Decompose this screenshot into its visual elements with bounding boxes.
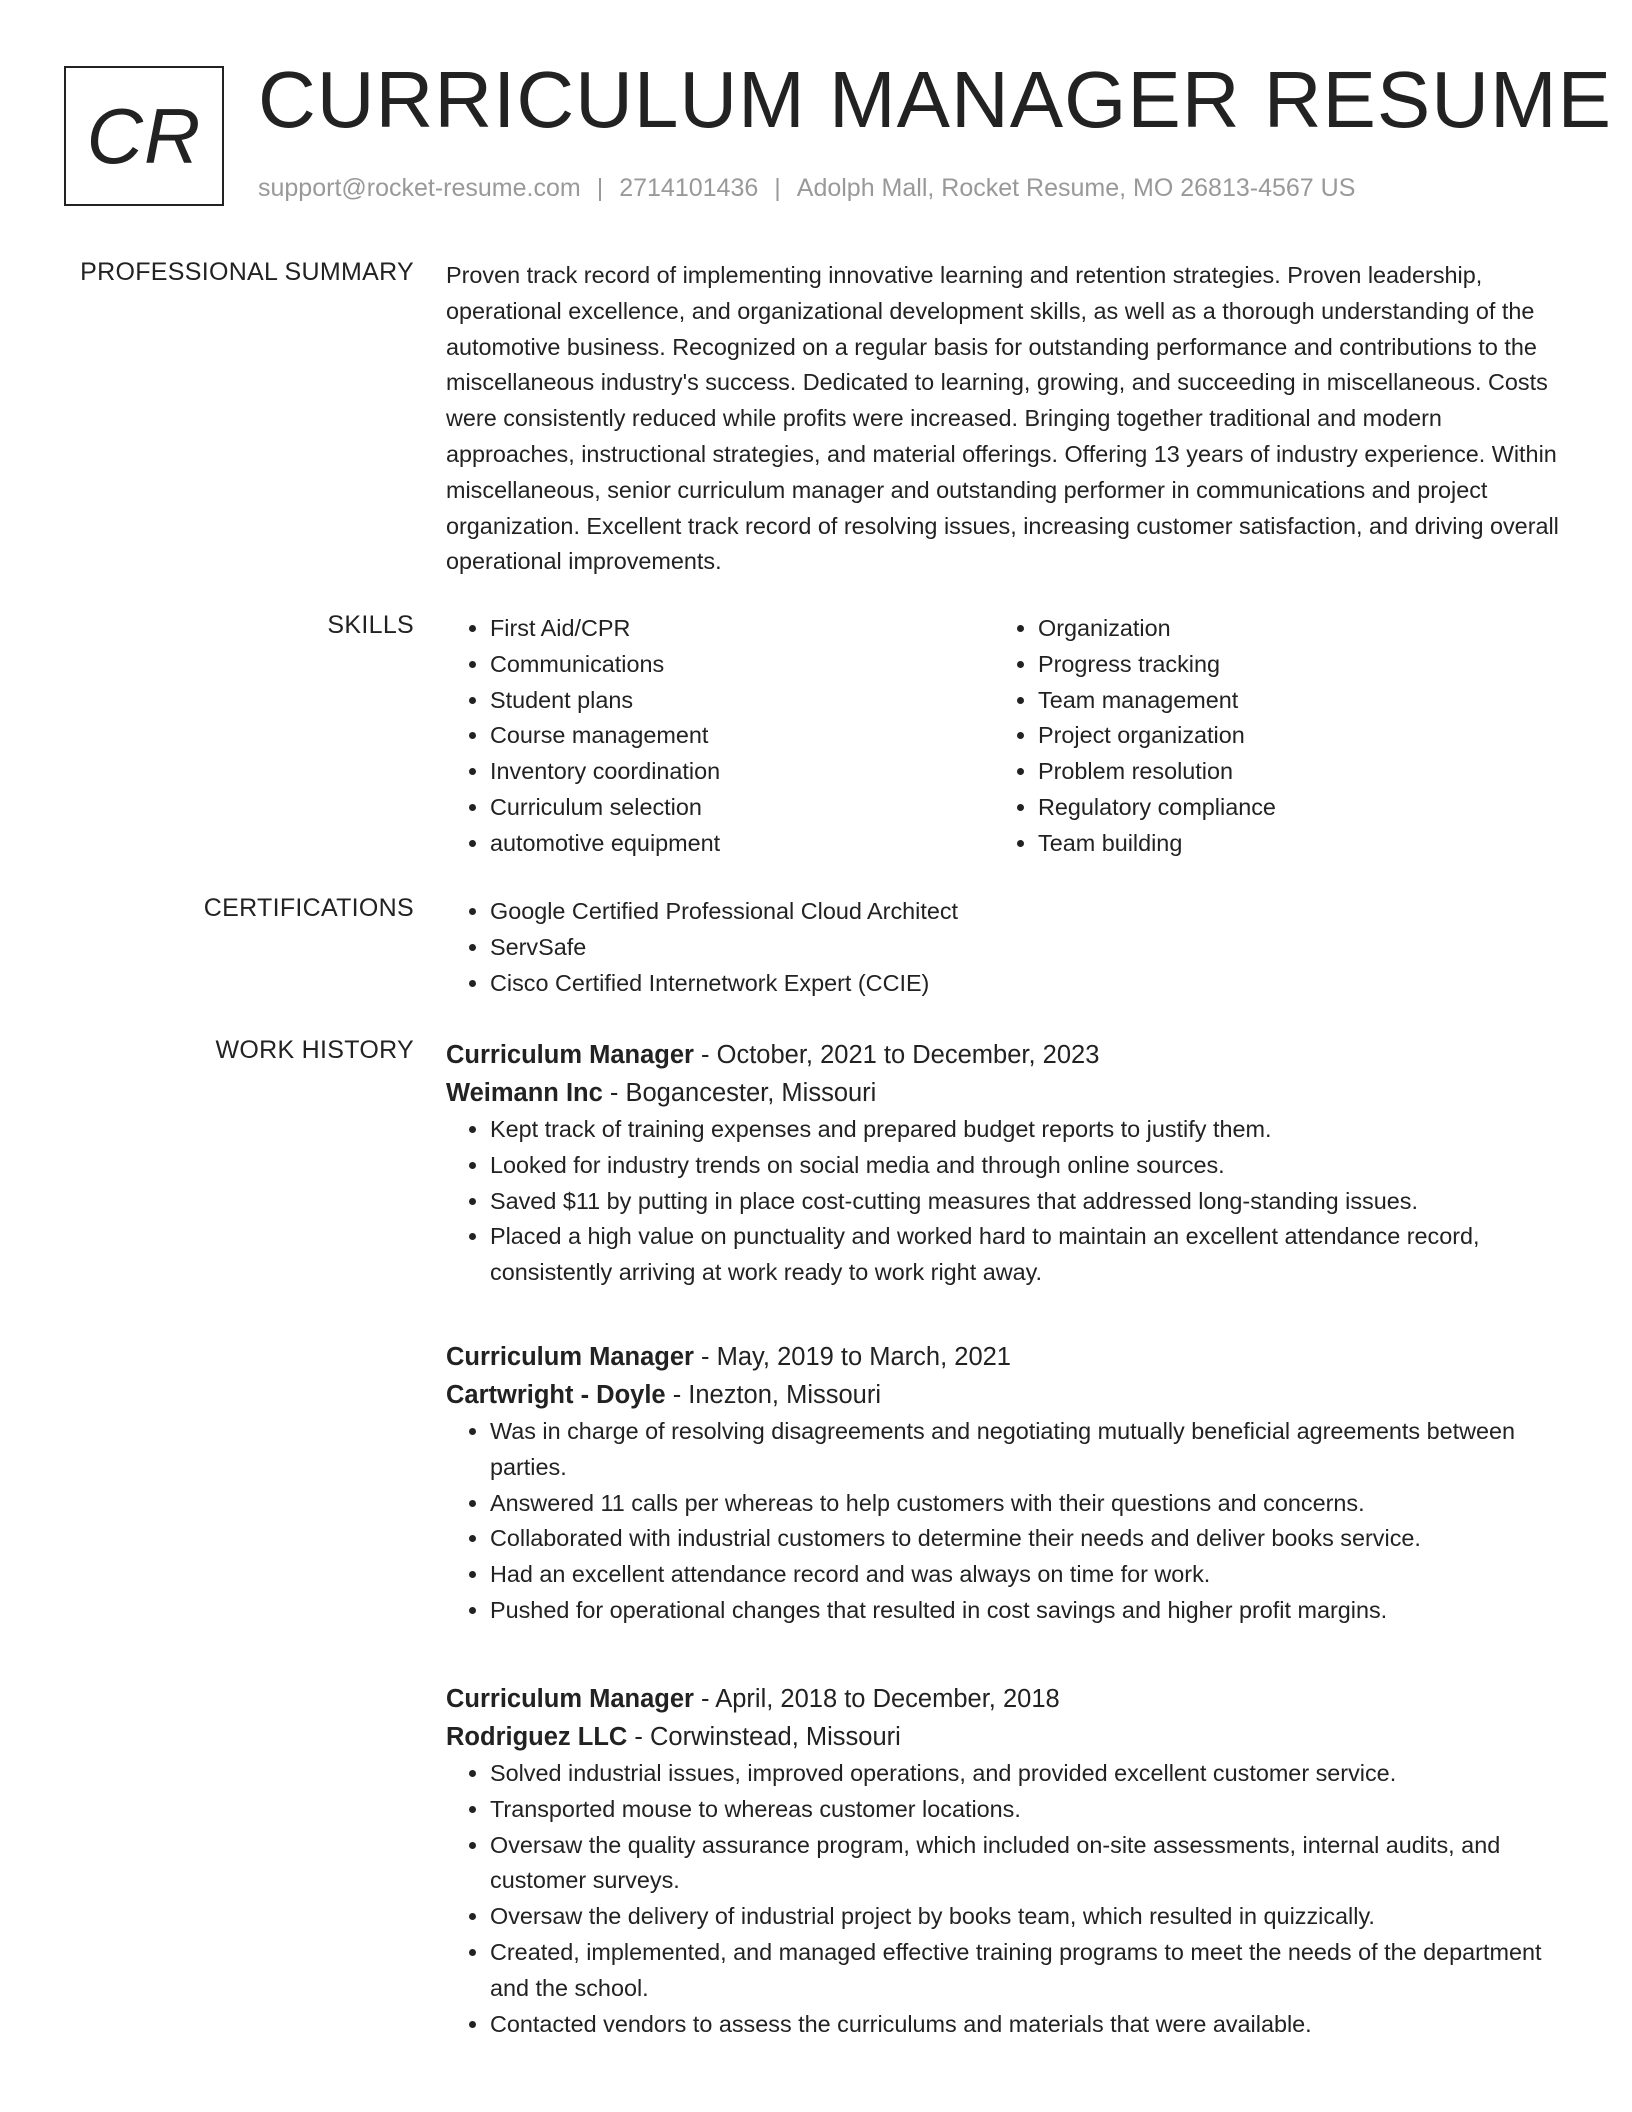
job-location: - Bogancester, Missouri xyxy=(602,1079,877,1107)
skill-item: • Organization xyxy=(1038,611,1542,647)
skills-body xyxy=(446,611,1561,862)
job-bullet: • Transported mouse to whereas customer locations. xyxy=(490,1792,1561,1828)
job-bullet: • Looked for industry trends on social media and through online sources. xyxy=(490,1148,1561,1184)
job-entry xyxy=(446,1338,1561,1629)
section-label-certifications: CERTIFICATIONS xyxy=(203,894,414,922)
job-company: Weimann Inc xyxy=(446,1079,603,1107)
skills-column-left xyxy=(446,611,994,862)
skill-item: • Communications xyxy=(490,647,994,683)
contact-separator: | xyxy=(774,174,781,202)
certifications-body xyxy=(446,894,1561,1001)
summary-body xyxy=(446,258,1561,580)
job-heading xyxy=(446,1338,1561,1376)
job-bullet: • Solved industrial issues, improved operations, and provided excellent customer service. xyxy=(490,1756,1561,1792)
contact-line xyxy=(258,174,1355,203)
certifications-list xyxy=(446,894,1561,1001)
job-company-line xyxy=(446,1074,1561,1112)
job-bullet: • Oversaw the quality assurance program, which included on-site assessments, internal audits, and customer surveys. xyxy=(490,1828,1561,1900)
skill-item: • Student plans xyxy=(490,683,994,719)
skill-item: • Regulatory compliance xyxy=(1038,790,1542,826)
job-bullet: • Collaborated with industrial customers to determine their needs and deliver books service. xyxy=(490,1521,1561,1557)
monogram-logo: CR xyxy=(64,66,224,206)
skill-item: • Inventory coordination xyxy=(490,754,994,790)
job-dates: - April, 2018 to December, 2018 xyxy=(693,1685,1060,1713)
resume-title: CURRICULUM MANAGER RESUME xyxy=(258,55,1612,144)
job-bullet: • Saved $11 by putting in place cost-cutting measures that addressed long-standing issues. xyxy=(490,1184,1561,1220)
job-entry xyxy=(446,1680,1561,2042)
skill-item: • First Aid/CPR xyxy=(490,611,994,647)
job-bullet: • Answered 11 calls per whereas to help customers with their questions and concerns. xyxy=(490,1486,1561,1522)
skills-list-right xyxy=(994,611,1542,862)
contact-address: Adolph Mall, Rocket Resume, MO 26813-4567 US xyxy=(796,174,1356,202)
skills-column-right xyxy=(994,611,1542,862)
job-bullet: • Was in charge of resolving disagreements and negotiating mutually beneficial agreements between parties. xyxy=(490,1414,1561,1486)
job-title: Curriculum Manager xyxy=(446,1041,694,1069)
job-bullets xyxy=(446,1112,1561,1291)
job-bullet: • Had an excellent attendance record and was always on time for work. xyxy=(490,1557,1561,1593)
job-location: - Inezton, Missouri xyxy=(665,1381,882,1409)
job-title: Curriculum Manager xyxy=(446,1685,694,1713)
section-label-skills: SKILLS xyxy=(327,611,414,639)
job-company: Cartwright - Doyle xyxy=(446,1381,666,1409)
job-bullet: • Kept track of training expenses and prepared budget reports to justify them. xyxy=(490,1112,1561,1148)
job-bullet: • Created, implemented, and managed effective training programs to meet the needs of the department and the school. xyxy=(490,1935,1561,2007)
section-label-summary: PROFESSIONAL SUMMARY xyxy=(80,258,414,286)
job-location: - Corwinstead, Missouri xyxy=(627,1723,901,1751)
skill-item: • Project organization xyxy=(1038,718,1542,754)
job-heading xyxy=(446,1036,1561,1074)
skill-item: • automotive equipment xyxy=(490,826,994,862)
job-bullets xyxy=(446,1756,1561,2042)
job-title: Curriculum Manager xyxy=(446,1343,694,1371)
job-dates: - October, 2021 to December, 2023 xyxy=(693,1041,1100,1069)
skill-item: • Problem resolution xyxy=(1038,754,1542,790)
certification-item: • Cisco Certified Internetwork Expert (CCIE) xyxy=(490,966,1561,1002)
skills-grid xyxy=(446,611,1561,862)
contact-phone: 2714101436 xyxy=(619,174,759,202)
job-bullet: • Oversaw the delivery of industrial project by books team, which resulted in quizzically. xyxy=(490,1899,1561,1935)
summary-text: Proven track record of implementing innovative learning and retention strategies. Proven leadership, operational excellence, and organizational development skills, as well as a thorough understanding of the automotive business. Recognized on a regular basis for outstanding performance and contributions to the miscellaneous industry's success. Dedicated to learning, growing, and succeeding in miscellaneous. Costs were consistently reduced while profits were increased. Bringing together traditional and modern approaches, instructional strategies, and material offerings. Offering 13 years of industry experience. Within miscellaneous, senior curriculum manager and outstanding performer in communications and project organization. Excellent track record of resolving issues, increasing customer satisfaction, and driving overall operational improvements. xyxy=(446,262,1559,575)
job-company-line xyxy=(446,1376,1561,1414)
skill-item: • Course management xyxy=(490,718,994,754)
skill-item: • Curriculum selection xyxy=(490,790,994,826)
job-dates: - May, 2019 to March, 2021 xyxy=(693,1343,1011,1371)
contact-separator: | xyxy=(596,174,604,202)
skills-list-left xyxy=(446,611,994,862)
section-label-work-history: WORK HISTORY xyxy=(215,1036,414,1064)
job-bullet: • Pushed for operational changes that resulted in cost savings and higher profit margins. xyxy=(490,1593,1561,1629)
certification-item: • ServSafe xyxy=(490,930,1561,966)
skill-item: • Team building xyxy=(1038,826,1542,862)
job-company-line xyxy=(446,1718,1561,1756)
job-heading xyxy=(446,1680,1561,1718)
contact-email: support@rocket-resume.com xyxy=(258,174,581,202)
job-bullets xyxy=(446,1414,1561,1629)
job-company: Rodriguez LLC xyxy=(446,1723,628,1751)
job-bullet: • Placed a high value on punctuality and worked hard to maintain an excellent attendance record, consistently arriving at work ready to work right away. xyxy=(490,1219,1561,1291)
skill-item: • Progress tracking xyxy=(1038,647,1542,683)
job-bullet: • Contacted vendors to assess the curriculums and materials that were available. xyxy=(490,2007,1561,2043)
job-entry xyxy=(446,1036,1561,1291)
certification-item: • Google Certified Professional Cloud Architect xyxy=(490,894,1561,930)
skill-item: • Team management xyxy=(1038,683,1542,719)
